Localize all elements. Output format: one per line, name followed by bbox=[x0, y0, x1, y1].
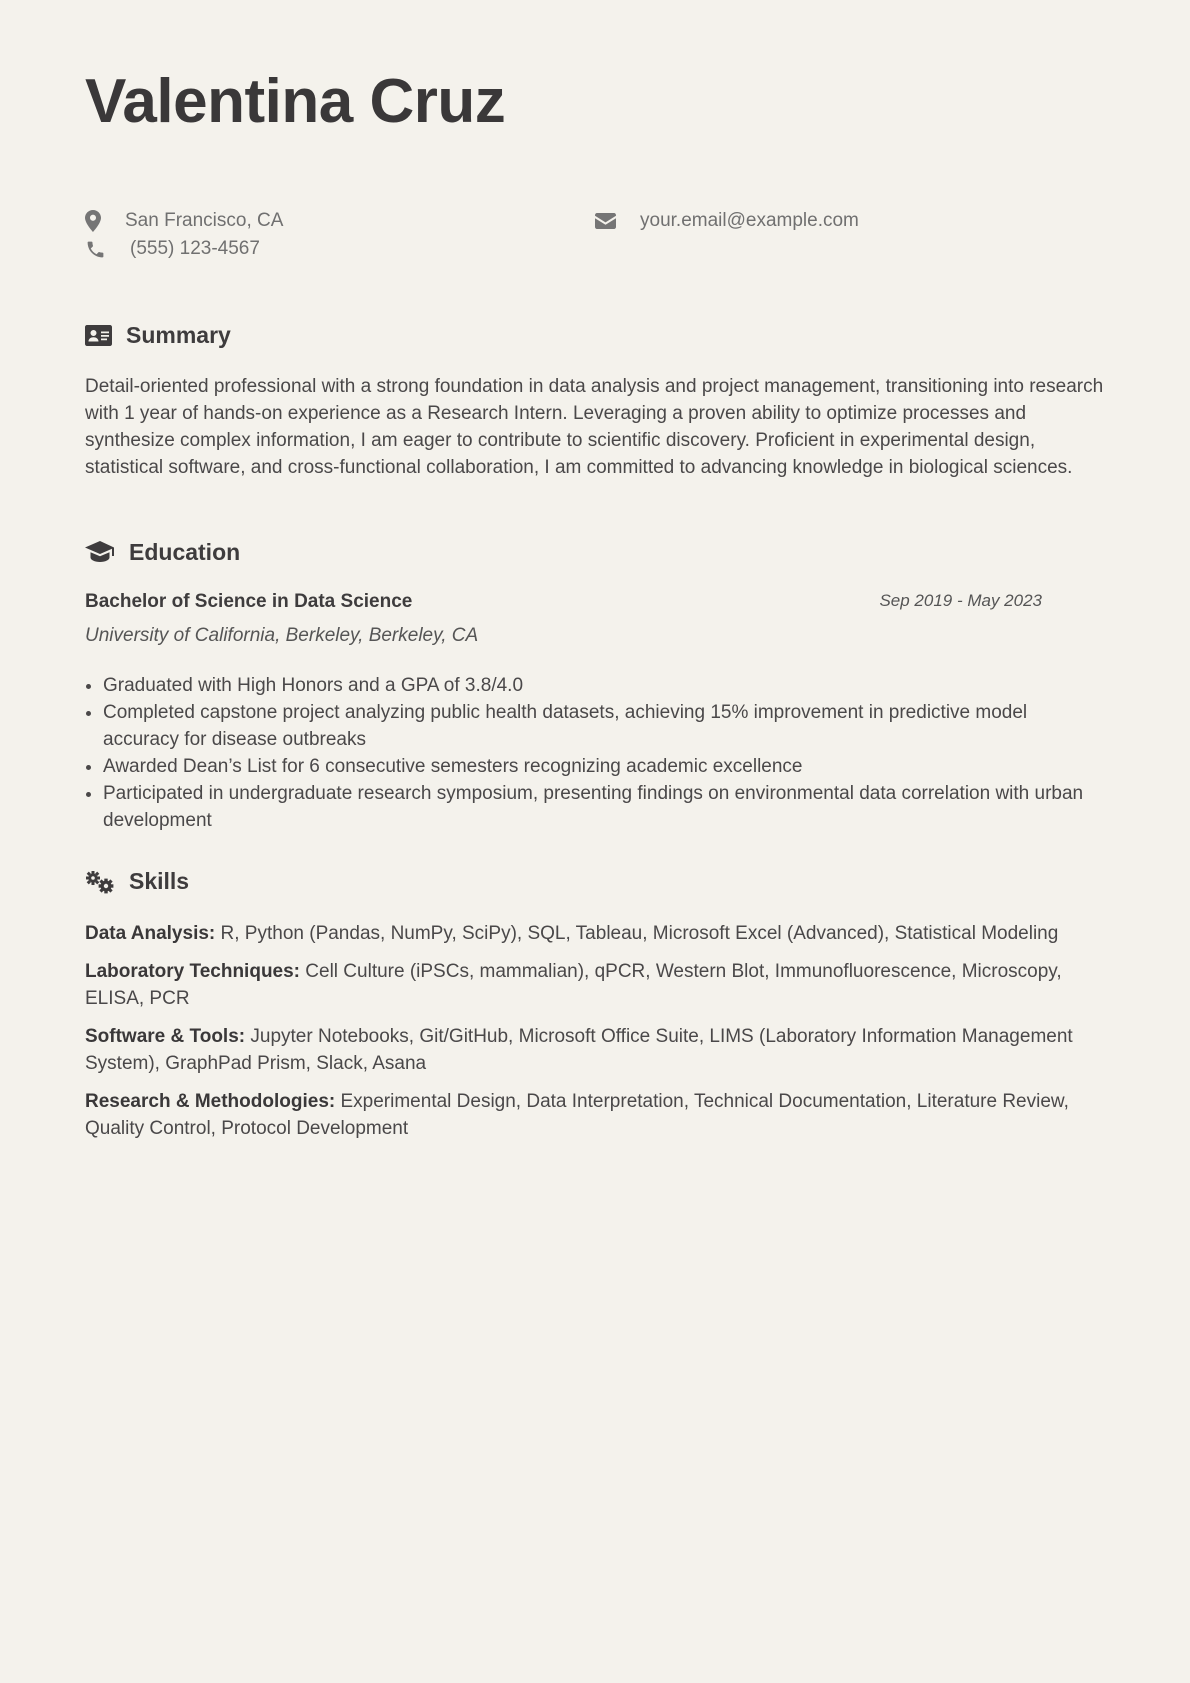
degree-title: Bachelor of Science in Data Science bbox=[85, 591, 413, 612]
skill-row-data-analysis bbox=[85, 920, 1105, 947]
skill-label: Data Analysis: bbox=[85, 923, 216, 944]
id-card-icon bbox=[85, 325, 112, 346]
list-item: • Participated in undergraduate research symposium, presenting findings on environmental data correlation with urban development bbox=[103, 780, 1105, 834]
skill-row-research-methodologies bbox=[85, 1088, 1105, 1142]
email-text[interactable]: your.email@example.com bbox=[640, 210, 859, 231]
education-heading: Education bbox=[129, 539, 241, 565]
skill-label: Software & Tools: bbox=[85, 1026, 246, 1047]
skills-heading: Skills bbox=[129, 868, 190, 894]
skill-values: Jupyter Notebooks, Git/GitHub, Microsoft Office Suite, LIMS (Laboratory Information Management System), GraphPad Prism, Slack, Asana bbox=[85, 1026, 1073, 1074]
graduation-cap-icon bbox=[85, 541, 115, 564]
skill-values: Cell Culture (iPSCs, mammalian), qPCR, Western Blot, Immunofluorescence, Microscopy, ELISA, PCR bbox=[85, 961, 1062, 1009]
map-marker-icon bbox=[85, 210, 101, 232]
envelope-icon bbox=[595, 213, 616, 229]
gears-icon bbox=[85, 870, 115, 894]
education-section-header bbox=[85, 539, 240, 566]
contact-email bbox=[595, 210, 859, 232]
list-item: • Completed capstone project analyzing public health datasets, achieving 15% improvement in predictive model accuracy for disease outbreaks bbox=[103, 699, 1105, 753]
summary-heading: Summary bbox=[126, 322, 231, 348]
skills-section-header bbox=[85, 868, 189, 895]
skill-values: R, Python (Pandas, NumPy, SciPy), SQL, Tableau, Microsoft Excel (Advanced), Statistical Modeling bbox=[220, 923, 1059, 944]
skill-row-software-tools bbox=[85, 1023, 1105, 1077]
skill-values: Experimental Design, Data Interpretation, Technical Documentation, Literature Review, Quality Control, Protocol Development bbox=[85, 1091, 1069, 1139]
location-text: San Francisco, CA bbox=[125, 210, 284, 231]
summary-text: Detail-oriented professional with a strong foundation in data analysis and project management, transitioning into research with 1 year of hands-on experience as a Research Intern. Leveraging a proven ability to optimize processes and synthesize complex information, I am eager to contribute to scientific discovery. Proficient in experimental design, statistical software, and cross-functional collaboration, I am committed to advancing knowledge in biological sciences. bbox=[85, 376, 1104, 478]
phone-icon bbox=[85, 239, 106, 260]
skill-row-laboratory-techniques bbox=[85, 958, 1105, 1012]
skills-list bbox=[85, 920, 1105, 1153]
education-bullets bbox=[85, 672, 1105, 834]
contact-location bbox=[85, 210, 283, 232]
list-item: • Graduated with High Honors and a GPA of 3.8/4.0 bbox=[103, 672, 1105, 699]
contact-phone bbox=[85, 238, 260, 260]
skill-label: Laboratory Techniques: bbox=[85, 961, 301, 982]
school-name: University of California, Berkeley, Berkeley, CA bbox=[85, 625, 479, 646]
skill-label: Research & Methodologies: bbox=[85, 1091, 336, 1112]
education-dates: Sep 2019 - May 2023 bbox=[879, 591, 1042, 610]
phone-text: (555) 123-4567 bbox=[130, 238, 260, 259]
candidate-name: Valentina Cruz bbox=[85, 67, 506, 136]
summary-section-header bbox=[85, 322, 231, 349]
list-item: • Awarded Dean’s List for 6 consecutive semesters recognizing academic excellence bbox=[103, 753, 1105, 780]
